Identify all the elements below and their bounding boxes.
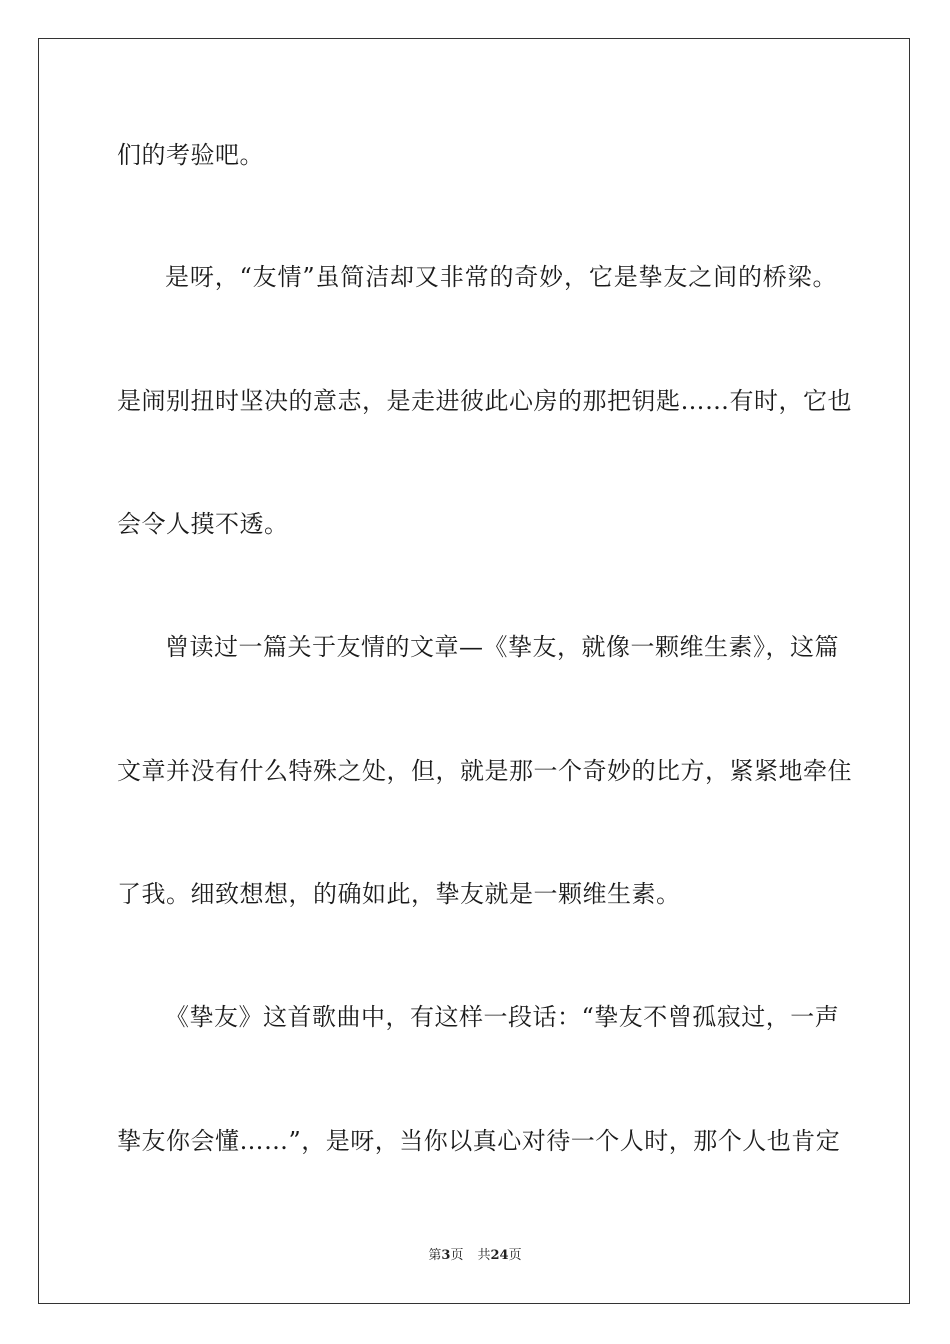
footer-page-number: 3 [441, 1248, 451, 1263]
text-line-3: 是闹别扭时坚决的意志，是走进彼此心房的那把钥匙……有时，它也 [117, 387, 852, 415]
page-footer [0, 1247, 950, 1265]
footer-total-prefix: 共 [477, 1248, 491, 1263]
text-line-9: 挚友你会懂……”，是呀，当你以真心对待一个人时，那个人也肯定 [117, 1127, 841, 1155]
footer-page-suffix: 页 [450, 1248, 464, 1263]
footer-total-pages: 24 [490, 1248, 509, 1263]
text-line-1: 们的考验吧。 [117, 141, 264, 169]
text-line-2: 是呀，“友情”虽简洁却又非常的奇妙，它是挚友之间的桥梁。 [165, 263, 837, 291]
page-border [38, 38, 910, 1304]
footer-page-prefix: 第 [428, 1248, 442, 1263]
text-line-4: 会令人摸不透。 [117, 510, 289, 538]
text-line-5: 曾读过一篇关于友情的文章—《挚友，就像一颗维生素》，这篇 [165, 633, 839, 661]
text-line-7: 了我。细致想想，的确如此，挚友就是一颗维生素。 [117, 880, 681, 908]
footer-total-suffix: 页 [508, 1248, 522, 1263]
text-line-6: 文章并没有什么特殊之处，但，就是那一个奇妙的比方，紧紧地牵住 [117, 757, 852, 785]
text-line-8: 《挚友》这首歌曲中，有这样一段话：“挚友不曾孤寂过，一声 [165, 1003, 840, 1031]
